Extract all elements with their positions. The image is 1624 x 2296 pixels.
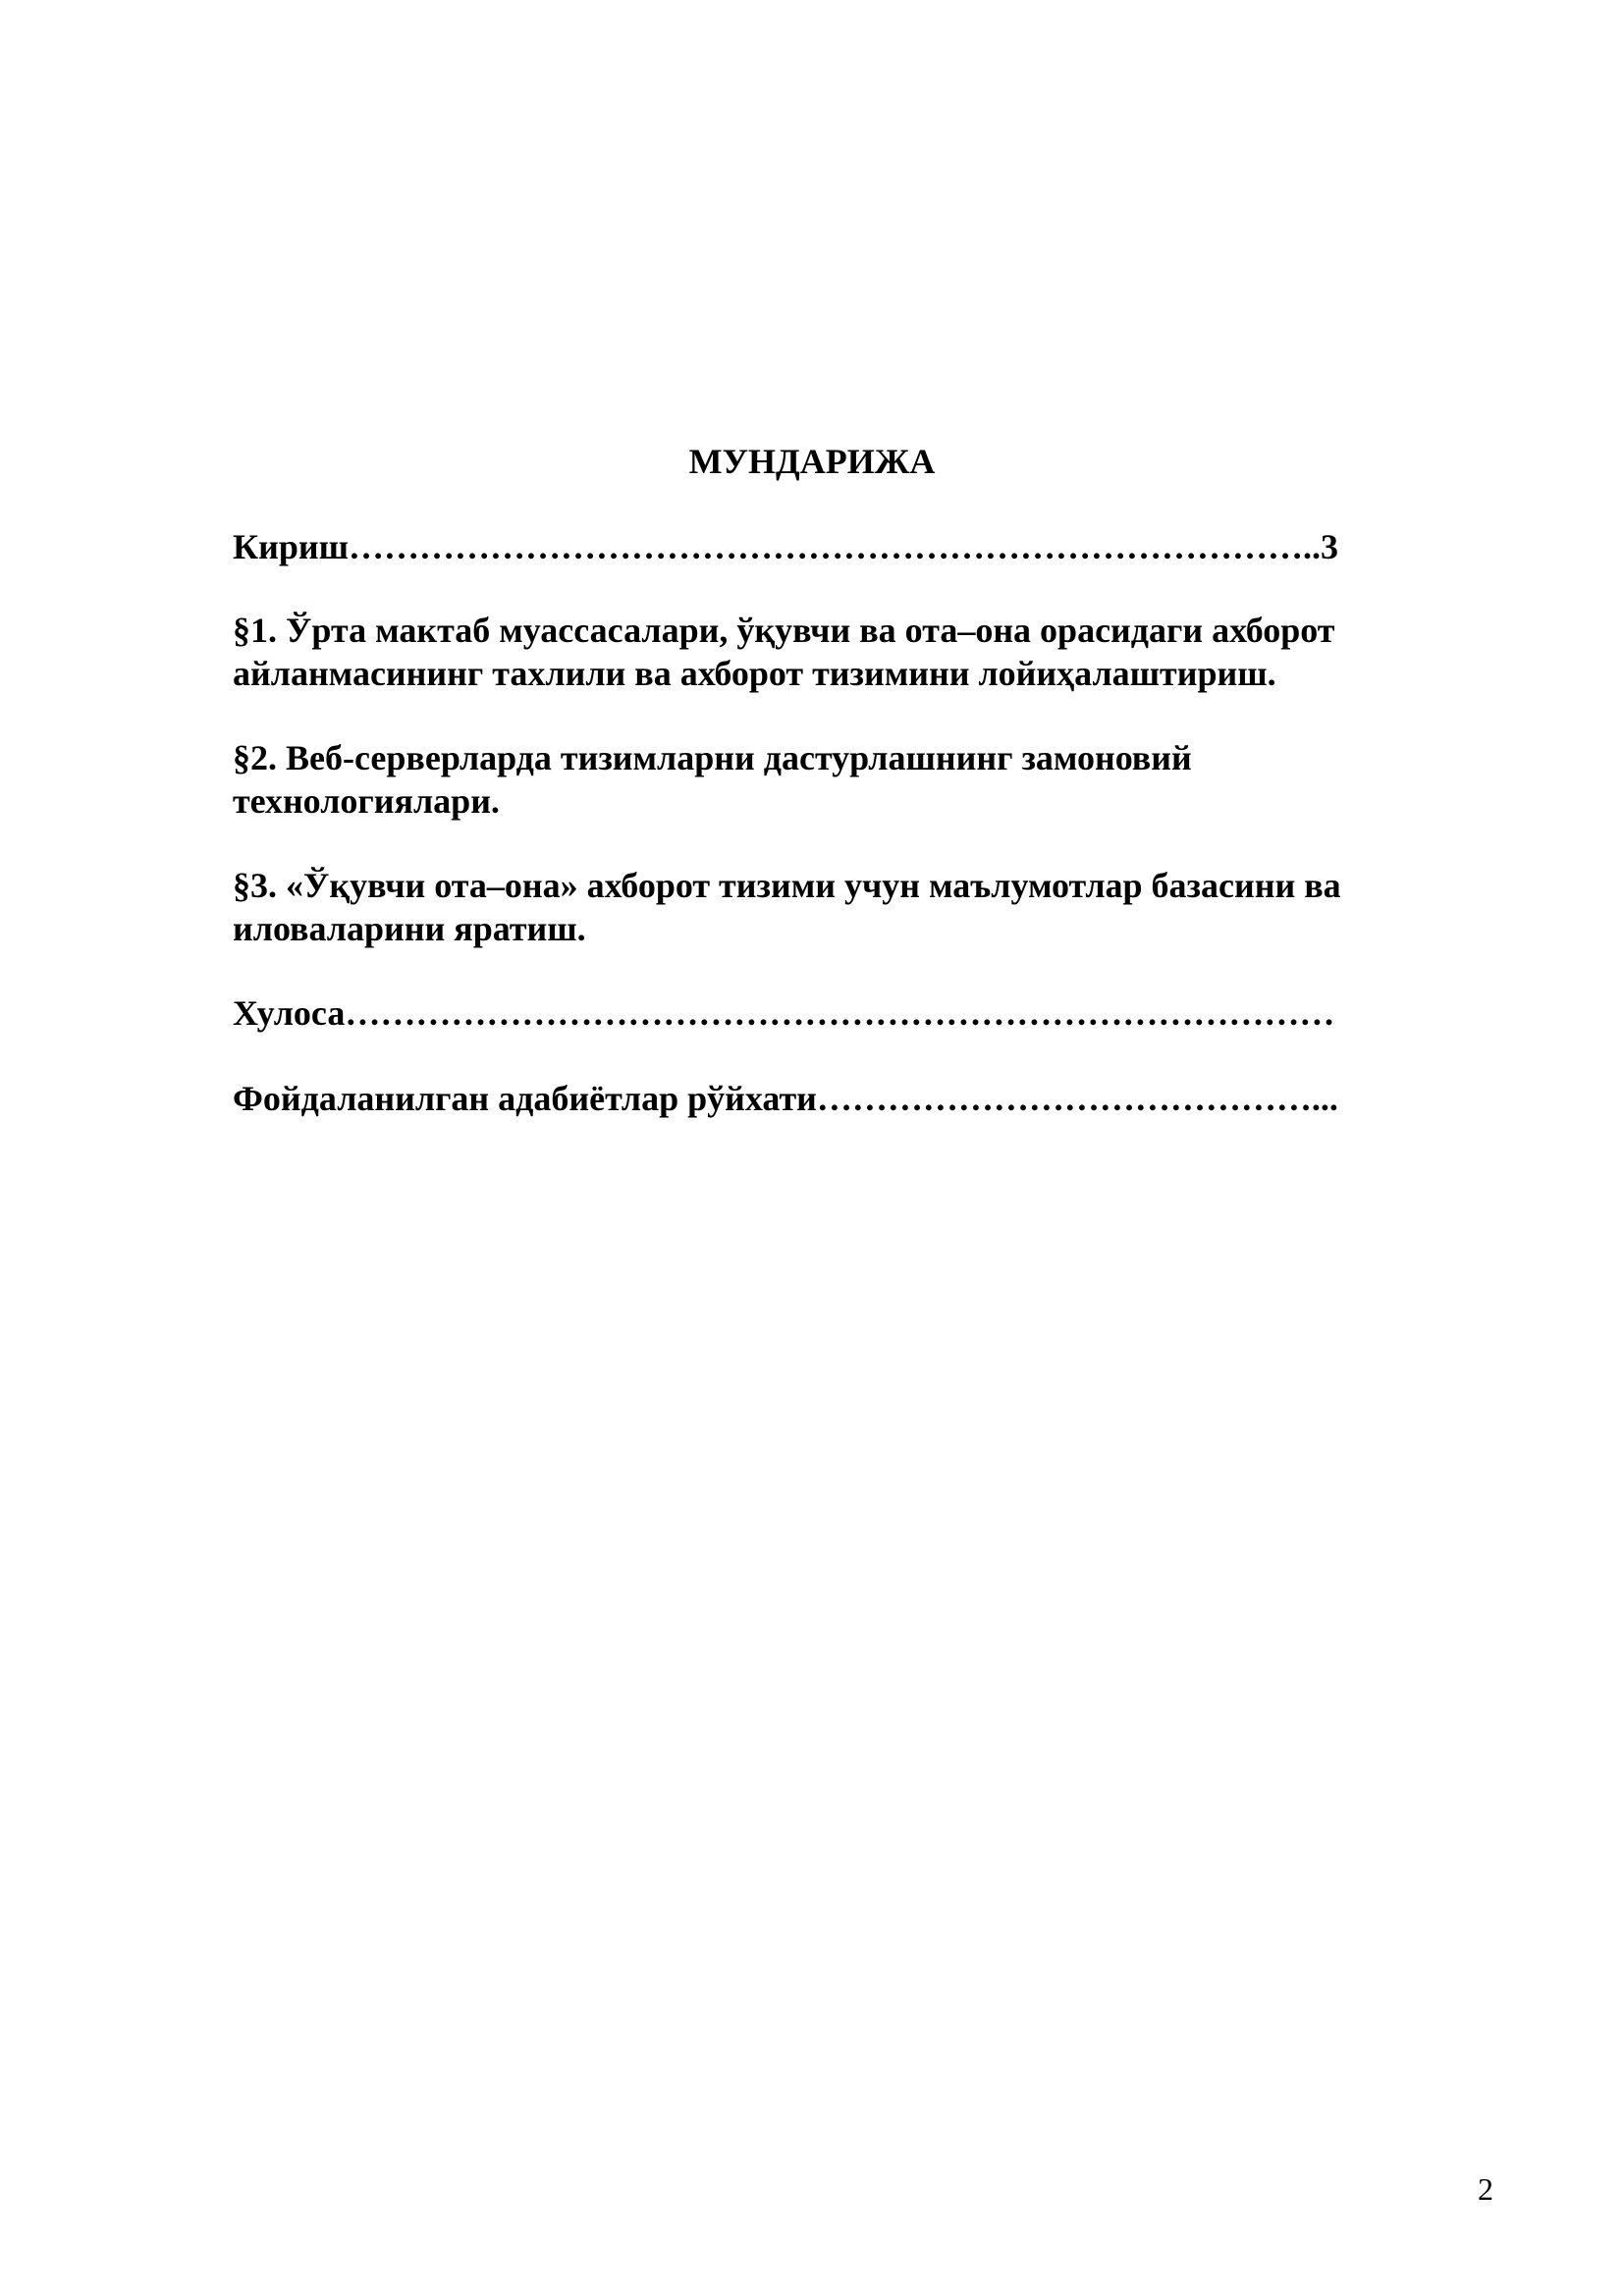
toc-entry-line: айланмасининг тахлили ва ахборот тизимини лойиҳалаштириш. [233, 654, 1276, 693]
toc-entry-section-2 [233, 736, 1480, 823]
toc-entry-line: иловаларини яратиш. [233, 909, 586, 948]
toc-entry-line: §3. «Ўқувчи ота–она» ахборот тизими учун маълумотлар базасини ва [233, 866, 1341, 905]
toc-entry-section-3 [233, 864, 1480, 950]
toc-entry-line: §1. Ўрта мактаб муассасалари, ўқувчи ва ота–она орасидаги ахборот [233, 611, 1335, 650]
toc-entry-line: технологиялари. [233, 781, 500, 821]
toc-entry-conclusion [233, 991, 1480, 1035]
toc-entry-line: §2. Веб-серверларда тизимларни дастурлашнинг замоновий [233, 738, 1192, 777]
toc-entry-introduction [233, 525, 1480, 568]
toc-entry-text: Хулоса………………………………………………………………………… [233, 993, 1335, 1033]
toc-entry-section-1 [233, 609, 1480, 695]
toc-entry-text: Фойдаланилган адабиётлар рўйхати……………………………………... [233, 1079, 1338, 1118]
toc-entry-text: Кириш………………………………………………………………………..3 [233, 527, 1339, 566]
page-number: 2 [1478, 2171, 1493, 2207]
toc-entry-references [233, 1077, 1480, 1120]
page-title: МУНДАРИЖА [688, 442, 936, 481]
